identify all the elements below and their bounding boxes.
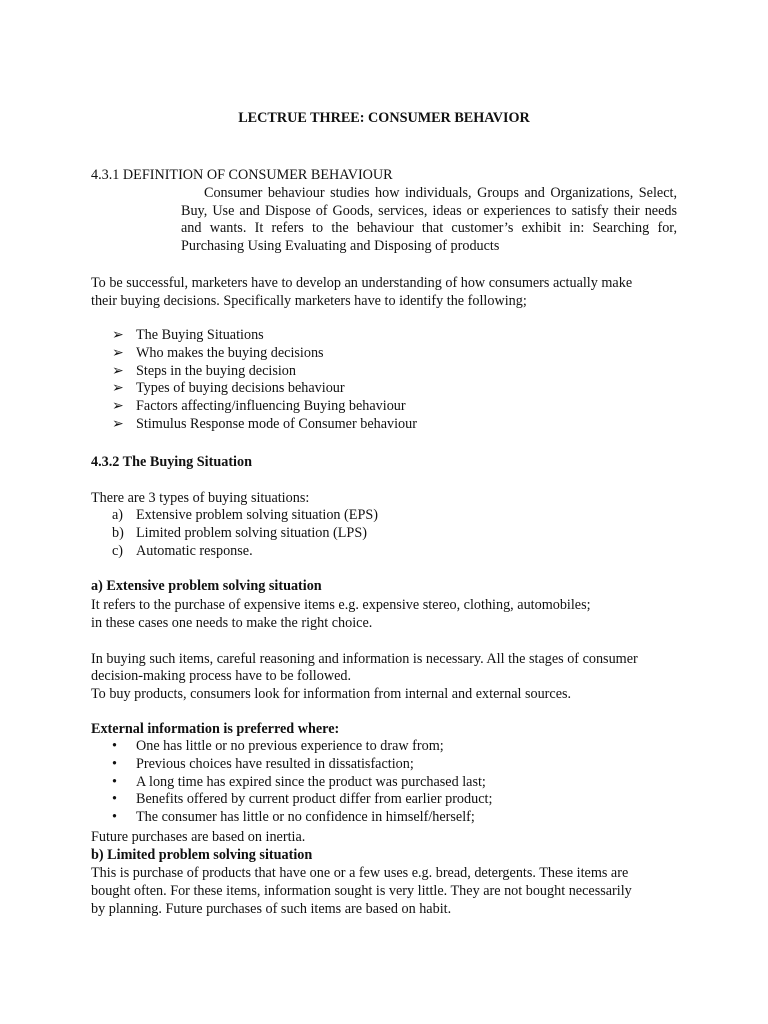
extensive-line-4: decision-making process have to be followed.: [91, 668, 352, 684]
limited-line-1: This is purchase of products that have one or a few uses e.g. bread, detergents. These items are: [91, 865, 629, 881]
bullet-icon: •: [112, 809, 117, 826]
list-item-text: The consumer has little or no confidence in himself/herself;: [136, 809, 475, 826]
list-item-text: Benefits offered by current product differ from earlier product;: [136, 791, 493, 808]
external-after: Future purchases are based on inertia.: [91, 829, 306, 845]
page-title: LECTRUE THREE: CONSUMER BEHAVIOR: [238, 110, 530, 126]
limited-heading: b) Limited problem solving situation: [91, 847, 313, 863]
list-item-text: Stimulus Response mode of Consumer behaviour: [136, 415, 417, 432]
bullet-icon: •: [112, 755, 117, 772]
arrow-bullet-icon: ➢: [112, 415, 124, 432]
limited-line-3: by planning. Future purchases of such items are based on habit.: [91, 901, 452, 917]
list-item-text: A long time has expired since the product was purchased last;: [136, 773, 486, 790]
extensive-line-2: in these cases one needs to make the right choice.: [91, 615, 373, 631]
extensive-line-1: It refers to the purchase of expensive items e.g. expensive stereo, clothing, automobiles;: [91, 597, 591, 613]
bullet-icon: •: [112, 738, 117, 754]
list-item-text: Steps in the buying decision: [136, 362, 296, 379]
list-item-text: Automatic response.: [136, 542, 253, 559]
external-heading: External information is preferred where:: [91, 721, 340, 737]
extensive-heading: a) Extensive problem solving situation: [91, 578, 322, 594]
extensive-line-3: In buying such items, careful reasoning and information is necessary. All the stages of consumer: [91, 651, 638, 667]
definition-text: Consumer behaviour studies how individuals, Groups and Organizations, Select, Buy, Use and Dispose of Goods, services, ideas or experiences to satisfy their needs and wants. It refers to the behaviour that customer’s exhibit in: Searching for, Purchasing Using Evaluating and Disposing of products: [181, 185, 677, 254]
section-heading-432: 4.3.2 The Buying Situation: [91, 454, 252, 470]
arrow-bullet-icon: ➢: [112, 344, 124, 361]
list-item-text: Who makes the buying decisions: [136, 344, 324, 361]
list-item-text: Limited problem solving situation (LPS): [136, 524, 367, 541]
buying-situation-intro: There are 3 types of buying situations:: [91, 490, 310, 506]
intro-paragraph-line-2: their buying decisions. Specifically marketers have to identify the following;: [91, 293, 527, 309]
arrow-bullet-icon: ➢: [112, 362, 124, 379]
limited-line-2: bought often. For these items, information sought is very little. They are not bought necessarily: [91, 883, 632, 899]
list-item-text: The Buying Situations: [136, 327, 264, 343]
extensive-line-5: To buy products, consumers look for information from internal and external sources.: [91, 686, 572, 702]
list-item-text: Factors affecting/influencing Buying behaviour: [136, 398, 406, 415]
bullet-icon: •: [112, 773, 117, 790]
arrow-bullet-icon: ➢: [112, 398, 124, 415]
definition-paragraph: [181, 185, 677, 255]
list-item-text: Extensive problem solving situation (EPS): [136, 507, 378, 523]
list-item-text: Previous choices have resulted in dissatisfaction;: [136, 755, 414, 772]
intro-paragraph-line-1: To be successful, marketers have to develop an understanding of how consumers actually make: [91, 275, 633, 291]
list-item-text: One has little or no previous experience to draw from;: [136, 738, 444, 754]
arrow-bullet-icon: ➢: [112, 327, 124, 343]
list-marker: c): [112, 542, 124, 559]
arrow-bullet-icon: ➢: [112, 380, 124, 397]
list-marker: b): [112, 524, 124, 541]
list-marker: a): [112, 507, 124, 523]
section-heading-431: 4.3.1 DEFINITION OF CONSUMER BEHAVIOUR: [91, 167, 393, 183]
list-item-text: Types of buying decisions behaviour: [136, 380, 345, 397]
bullet-icon: •: [112, 791, 117, 808]
